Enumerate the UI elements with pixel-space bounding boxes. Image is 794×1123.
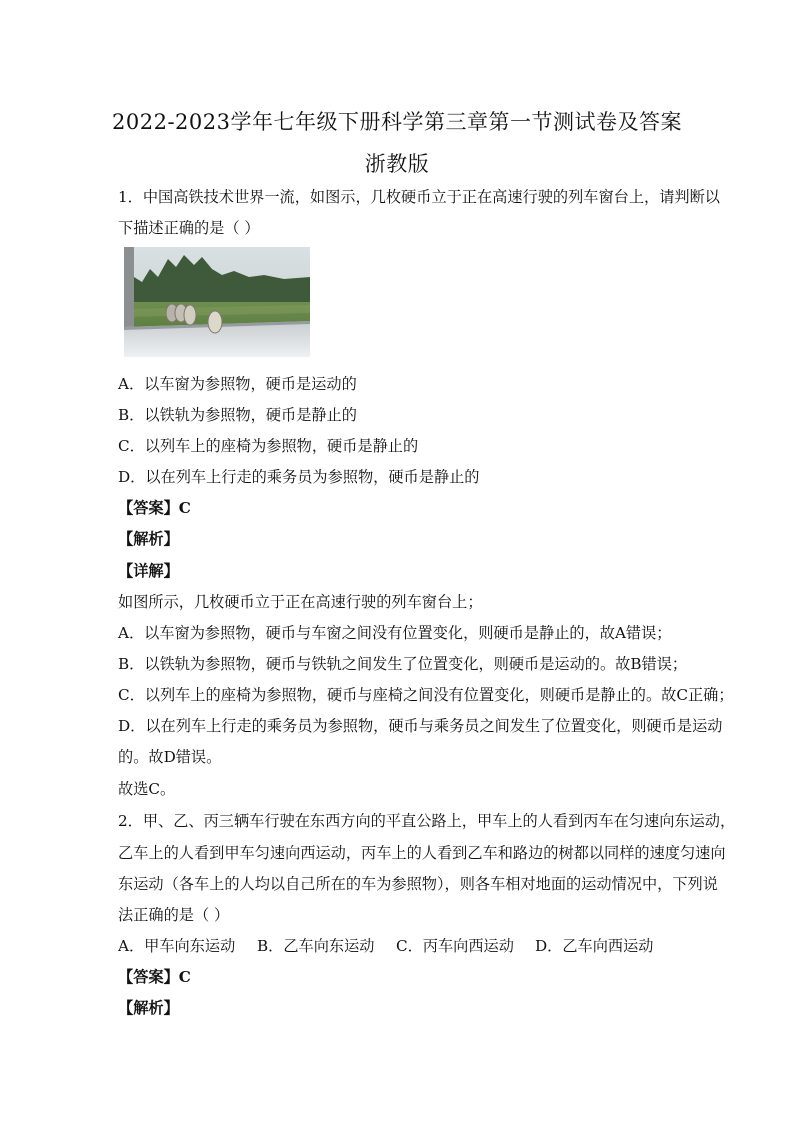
q1-explain-line: A．以车窗为参照物，硬币与车窗之间没有位置变化，则硬币是静止的，故A错误；: [118, 624, 672, 642]
q1-train-window-photo: [124, 247, 310, 357]
q2-stem-line: 乙车上的人看到甲车匀速向西运动，丙车上的人看到乙车和路边的树都以同样的速度匀速向: [118, 844, 726, 862]
q2-answer: 【答案】C: [118, 968, 191, 986]
q2-option-b: B．乙车向东运动: [257, 937, 375, 955]
q1-explain-line: D．以在列车上行走的乘务员为参照物，硬币与乘务员之间发生了位置变化，则硬币是运动: [118, 717, 723, 735]
q2-option-a: A．甲车向东运动: [118, 937, 236, 955]
q1-option-c: C．以列车上的座椅为参照物，硬币是静止的: [118, 437, 419, 455]
q2-option-c: C．丙车向西运动: [396, 937, 514, 955]
document-subtitle: 浙教版: [364, 152, 430, 176]
q2-stem-line: 2．甲、乙、丙三辆车行驶在东西方向的平直公路上，甲车上的人看到丙车在匀速向东运动，: [118, 812, 736, 830]
q1-option-a: A．以车窗为参照物，硬币是运动的: [118, 375, 357, 393]
q1-explain-line: C．以列车上的座椅为参照物，硬币与座椅之间没有位置变化，则硬币是静止的。故C正确；: [118, 686, 734, 704]
q1-analysis-heading: 【解析】: [118, 530, 179, 548]
q1-explain-line: 故选C。: [118, 780, 176, 798]
q2-stem-line: 东运动（各车上的人均以自己所在的车为参照物），则各车相对地面的运动情况中，下列说: [118, 875, 718, 893]
q2-options-row: [118, 935, 654, 956]
q1-stem-line1: 1．中国高铁技术世界一流，如图示，几枚硬币立于正在高速行驶的列车窗台上，请判断以: [118, 188, 720, 206]
q2-analysis-heading: 【解析】: [118, 999, 179, 1017]
q1-option-d: D．以在列车上行走的乘务员为参照物，硬币是静止的: [118, 468, 480, 486]
q1-detail-heading: 【详解】: [118, 562, 179, 580]
q2-stem-line: 法正确的是（ ）: [118, 906, 230, 924]
q1-explain-line: 的。故D错误。: [118, 748, 222, 766]
q1-answer: 【答案】C: [118, 499, 191, 517]
q1-stem-line2: 下描述正确的是（ ）: [118, 219, 260, 237]
q1-explain-line: 如图所示，几枚硬币立于正在高速行驶的列车窗台上；: [118, 593, 483, 611]
q2-option-d: D．乙车向西运动: [535, 937, 654, 955]
q1-explain-line: B．以铁轨为参照物，硬币与铁轨之间发生了位置变化，则硬币是运动的。故B错误；: [118, 655, 688, 673]
q1-option-b: B．以铁轨为参照物，硬币是静止的: [118, 406, 357, 424]
train-window-coins-image: [124, 247, 310, 357]
document-title: 2022-2023学年七年级下册科学第三章第一节测试卷及答案: [112, 110, 682, 134]
